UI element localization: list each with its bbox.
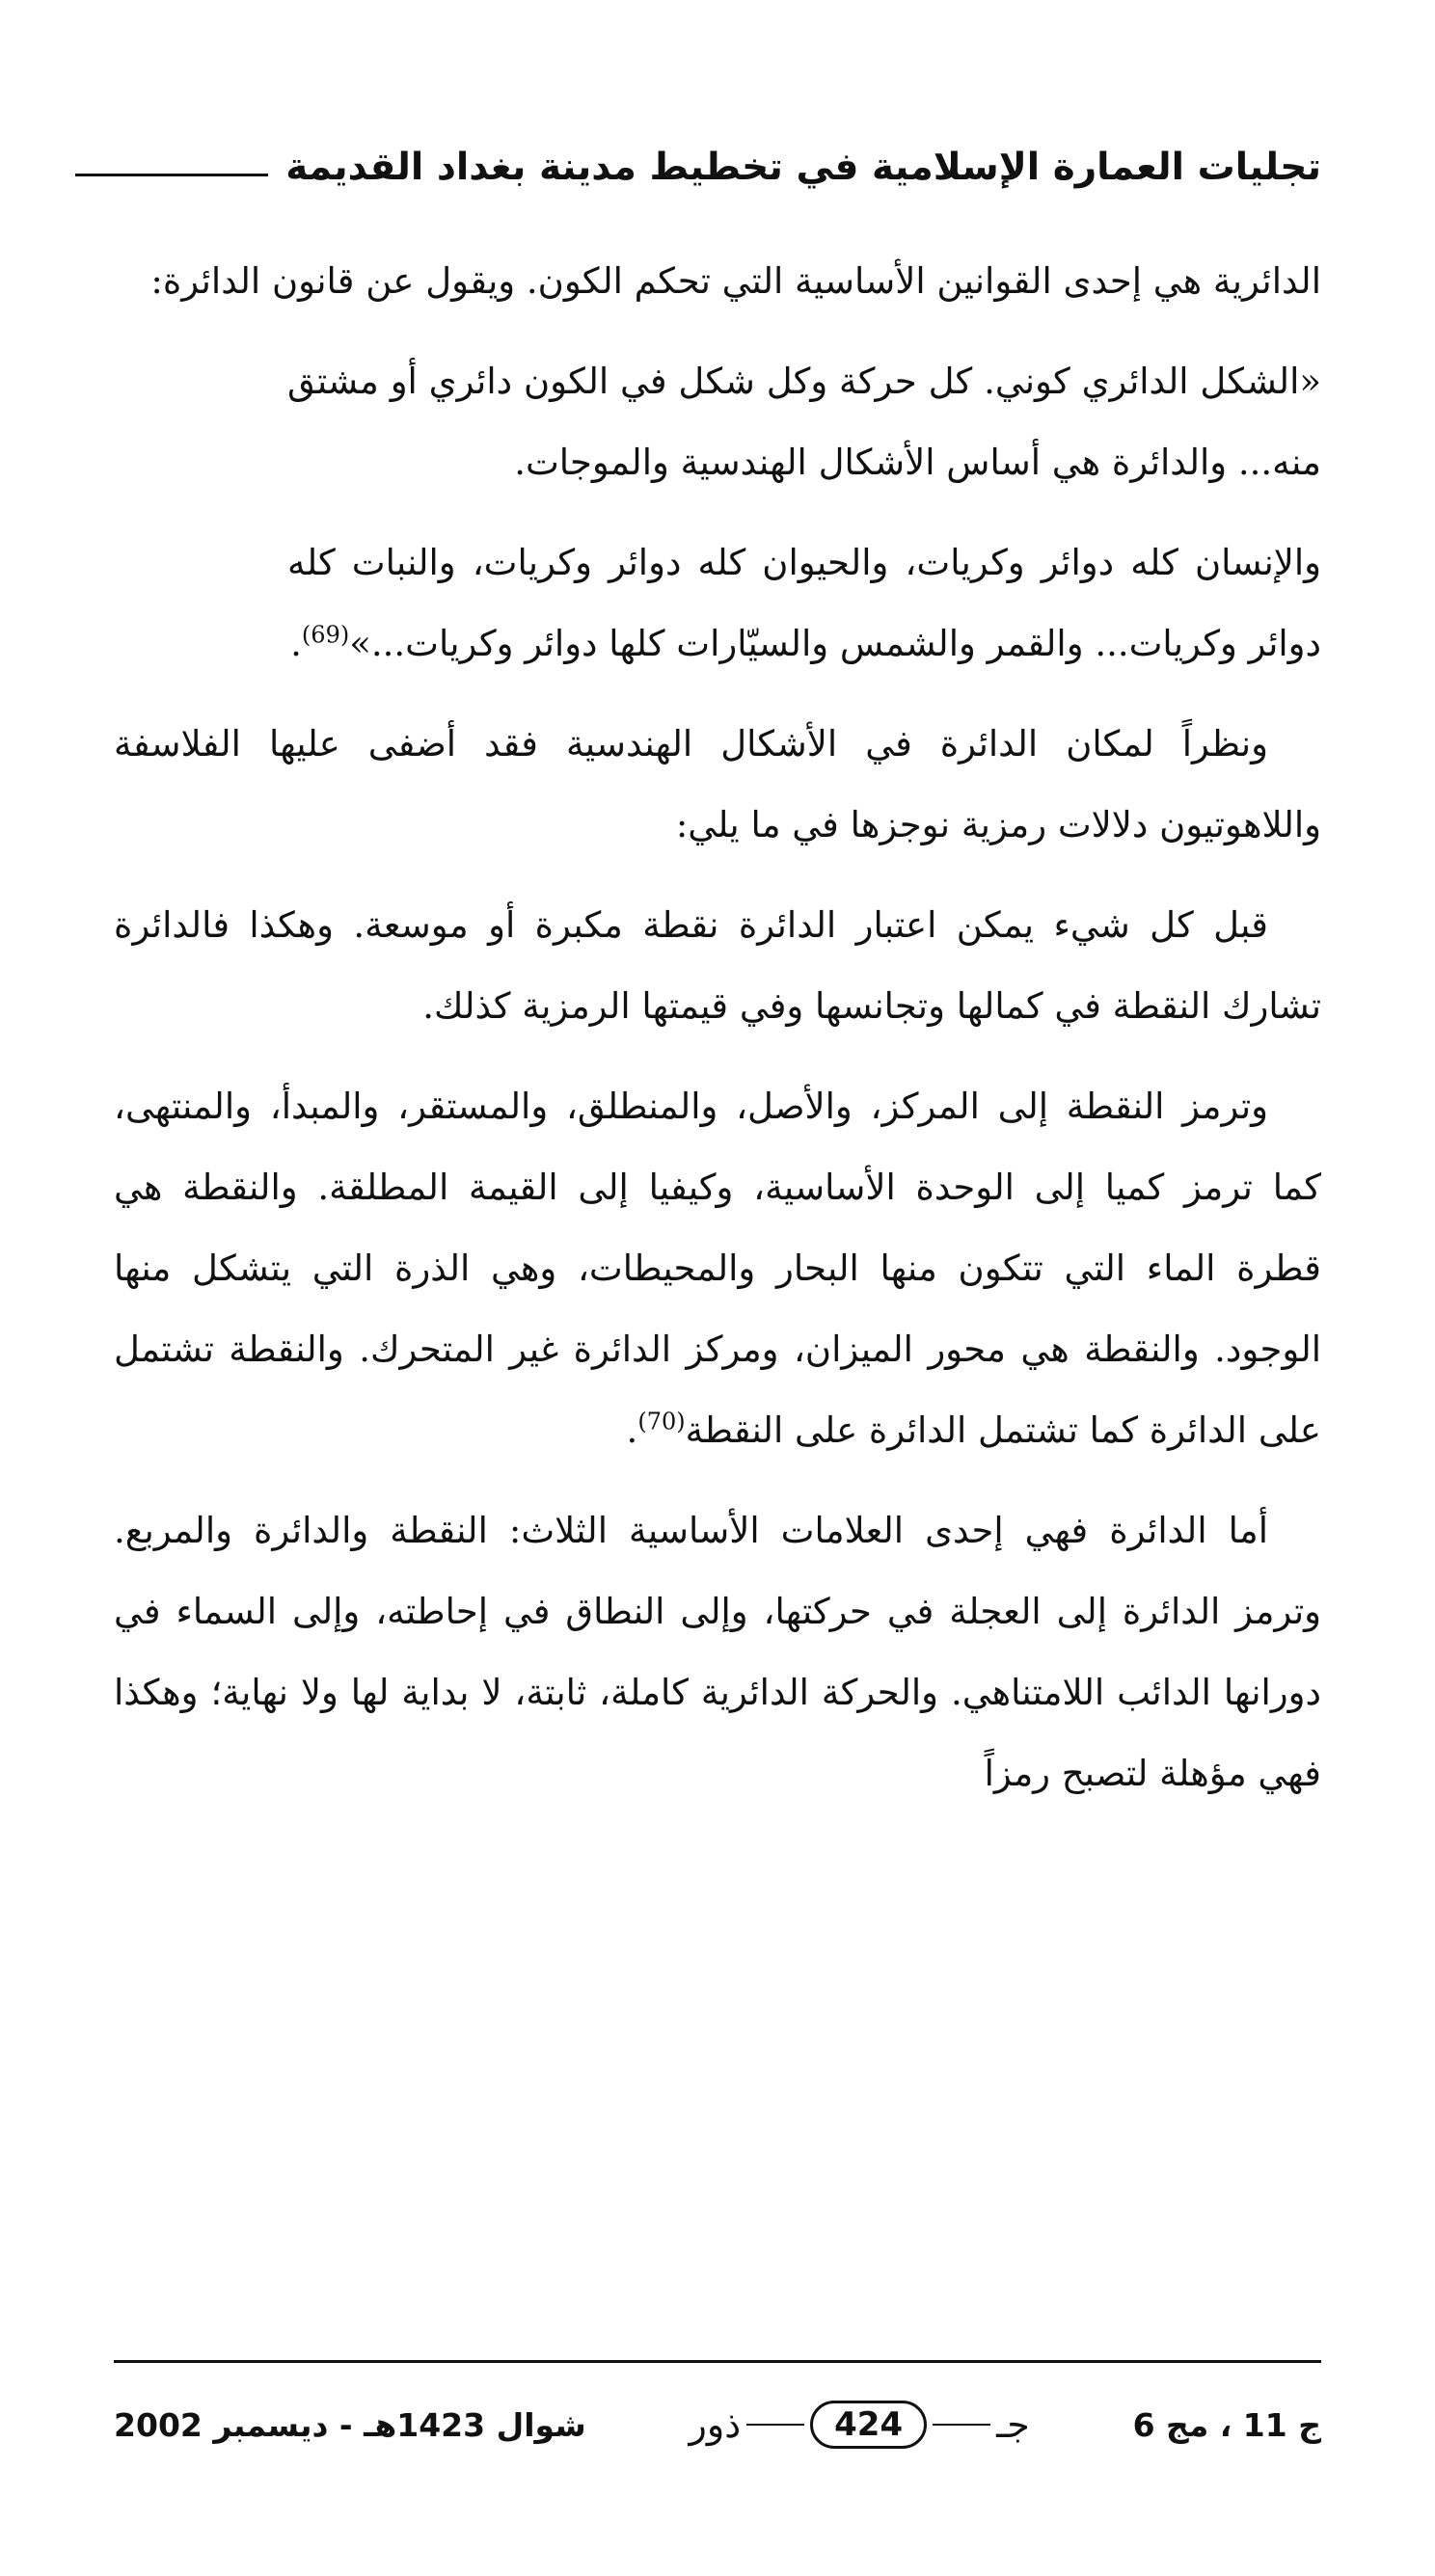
paragraph: وترمز النقطة إلى المركز، والأصل، والمنطلق، والمستقر، والمبدأ، والمنتهى، كما ترمز كميا إلى الوحدة الأساسية، وكيفيا إلى القيمة المطلقة. والنقطة هي قطرة الماء التي تتكون منها البحار والمحيطات، وهي الذرة التي يتشكل منها الوجود. والنقطة هي محور الميزان، ومركز الدائرة غير المتحرك. والنقطة تشتمل على الدائرة كما تشتمل الدائرة على النقطة$^{(70)}$. [114,1086,1321,1451]
dash-line [746,2424,804,2426]
footer-rule [114,2360,1321,2363]
journal-name-end: ذور [689,2403,742,2446]
volume-info: ج 11 ، مج 6 [1132,2405,1321,2444]
quote-paragraph: والإنسان كله دوائر وكريات، والحيوان كله دوائر وكريات، والنبات كله دوائر وكريات... والقمر والشمس والسيّارات كلها دوائر وكريات...»$^{(69)}$. [287,542,1321,664]
issue-date: شوال 1423هـ - ديسمبر 2002 [114,2405,586,2444]
paragraph: الدائرية هي إحدى القوانين الأساسية التي تحكم الكون. ويقول عن قانون الدائرة: [150,260,1321,302]
footnote-ref: (69) [301,621,350,649]
paragraph: قبل كل شيء يمكن اعتبار الدائرة نقطة مكبرة أو موسعة. وهكذا فالدائرة تشارك النقطة في كمالها وتجانسها وفي قيمتها الرمزية كذلك. [114,904,1321,1027]
body-text [114,241,1321,1834]
dash-line [933,2424,990,2426]
quote-paragraph: «الشكل الدائري كوني. كل حركة وكل شكل في الكون دائري أو مشتق منه... والدائرة هي أساس الأشكال الهندسية والموجات. [287,361,1321,483]
footnote-ref: (70) [637,1408,686,1436]
paragraph: أما الدائرة فهي إحدى العلامات الأساسية الثلاث: النقطة والدائرة والمربع. وترمز الدائرة إلى العجلة في حركتها، وإلى النطاق في إحاطته، وإلى السماء في دورانها الدائب اللامتناهي. والحركة الدائرية كاملة، ثابتة، لا بداية لها ولا نهاية؛ وهكذا فهي مؤهلة لتصبح رمزاً [114,1510,1321,1794]
running-header [114,123,1321,210]
paragraph: ونظراً لمكان الدائرة في الأشكال الهندسية فقد أضفى عليها الفلاسفة واللاهوتيون دلالات رمزية نوجزها في ما يلي: [114,723,1321,845]
journal-page-mark [690,2401,1030,2449]
header-rule [75,174,268,176]
header-title: تجليات العمارة الإسلامية في تخطيط مدينة بغداد القديمة [285,145,1321,189]
journal-name-start: جـ [996,2403,1030,2446]
page-number: 424 [810,2401,927,2449]
page-footer [114,2381,1321,2468]
